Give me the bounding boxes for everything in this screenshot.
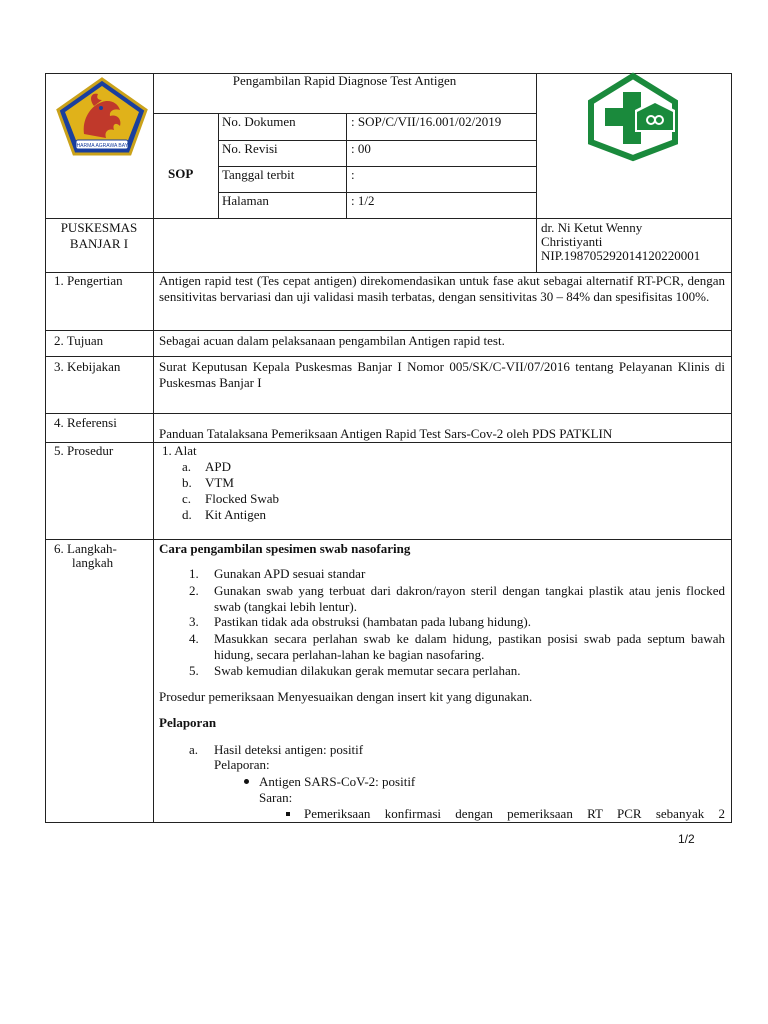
doc-info-value-revisi: : 00 — [351, 141, 371, 156]
step-text: Gunakan APD sesuai standar — [214, 566, 366, 581]
square-bullet-icon — [286, 812, 290, 816]
doc-info-label-tanggal: Tanggal terbit — [222, 167, 295, 182]
list-item: Kit Antigen — [205, 507, 267, 522]
section-text-kebijakan: Surat Keputusan Kepala Puskesmas Banjar I Nomor 005/SK/C-VII/07/2016 tentang Pelayanan Klinis di Puskesmas Banjar I — [159, 359, 725, 390]
bullet-dot-icon — [244, 779, 249, 784]
step-number: 1. — [189, 566, 199, 581]
crest-ribbon-text: DHARMA AGRAWA BAYA — [72, 143, 132, 149]
step-text: Gunakan swab yang terbuat dari dakron/rayon steril dengan tangkai plastik atau jenis flocked swab (tangkai lebih lentur). — [214, 583, 725, 614]
doc-info-label-revisi: No. Revisi — [222, 141, 278, 156]
step-text: Swab kemudian dilakukan gerak memutar secara perlahan. — [214, 663, 521, 678]
section-label-langkah-line1: 6. Langkah- — [54, 541, 117, 556]
doc-info-value-tanggal: : — [351, 167, 355, 182]
procedure-note: Prosedur pemeriksaan Menyesuaikan dengan insert kit yang digunakan. — [159, 689, 533, 704]
puskesmas-logo — [585, 72, 681, 162]
puskesmas-name-line1: PUSKESMAS — [60, 220, 138, 235]
list-item: Flocked Swab — [205, 491, 280, 506]
list-item-marker: d. — [182, 507, 192, 522]
section-label-langkah-line2: langkah — [72, 555, 114, 570]
list-item: VTM — [205, 475, 234, 490]
step-text: Masukkan secara perlahan swab ke dalam hidung, pastikan posisi swab pada septum bawah hidung, secara perlahan-lahan ke bagian nasofaring. — [214, 631, 725, 662]
list-item-marker: b. — [182, 475, 192, 490]
section-text-pengertian: Antigen rapid test (Tes cepat antigen) direkomendasikan untuk fase akut sebagai alternatif RT-PCR, dengan sensitivitas bervariasi dan uji validasi masih terbatas, dengan sensitivitas 30 – 84% dan spesifisitas 100%. — [159, 273, 725, 304]
doc-info-value-halaman: : 1/2 — [351, 193, 375, 208]
section-text-referensi: Panduan Tatalaksana Pemeriksaan Antigen Rapid Test Sars-Cov-2 oleh PDS PATKLIN — [159, 426, 613, 441]
doc-info-value-nomor: : SOP/C/VII/16.001/02/2019 — [351, 114, 502, 129]
step-number: 5. — [189, 663, 199, 678]
section-label-referensi: 4. Referensi — [54, 415, 117, 430]
section-label-pengertian: 1. Pengertian — [54, 273, 123, 288]
prosedur-heading: 1. Alat — [162, 443, 197, 458]
sop-label: SOP — [168, 166, 194, 181]
saran-label: Saran: — [259, 790, 293, 805]
result-marker: a. — [189, 742, 199, 757]
pelaporan-label: Pelaporan: — [214, 757, 270, 772]
step-text: Pastikan tidak ada obstruksi (hambatan pada lubang hidung). — [214, 614, 531, 629]
langkah-heading: Cara pengambilan spesimen swab nasofaring — [159, 541, 411, 556]
puskesmas-name-line2: BANJAR I — [69, 236, 129, 251]
bullet-text: Antigen SARS-CoV-2: positif — [259, 774, 416, 789]
list-item-marker: a. — [182, 459, 192, 474]
step-number: 2. — [189, 583, 199, 598]
square-bullet-text: Pemeriksaan konfirmasi dengan pemeriksaan RT PCR sebanyak 2 — [304, 806, 725, 821]
signer-nip: NIP.198705292014120220001 — [541, 248, 701, 263]
doc-info-label-halaman: Halaman — [222, 193, 269, 208]
list-item-marker: c. — [182, 491, 192, 506]
step-number: 4. — [189, 631, 199, 646]
section-text-tujuan: Sebagai acuan dalam pelaksanaan pengambilan Antigen rapid test. — [159, 333, 505, 348]
doc-info-label-nomor: No. Dokumen — [222, 114, 296, 129]
section-label-tujuan: 2. Tujuan — [54, 333, 104, 348]
page-number: 1/2 — [678, 832, 695, 846]
list-item: APD — [205, 459, 232, 474]
section-label-kebijakan: 3. Kebijakan — [54, 359, 121, 374]
document-title: Pengambilan Rapid Diagnose Test Antigen — [232, 73, 457, 88]
result-text: Hasil deteksi antigen: positif — [214, 742, 364, 757]
signer-name-line2: Christiyanti — [541, 234, 603, 249]
pelaporan-heading: Pelaporan — [159, 715, 217, 730]
step-number: 3. — [189, 614, 199, 629]
section-label-prosedur: 5. Prosedur — [54, 443, 114, 458]
signer-name-line1: dr. Ni Ketut Wenny — [541, 220, 643, 235]
bali-crest-logo — [54, 76, 150, 158]
